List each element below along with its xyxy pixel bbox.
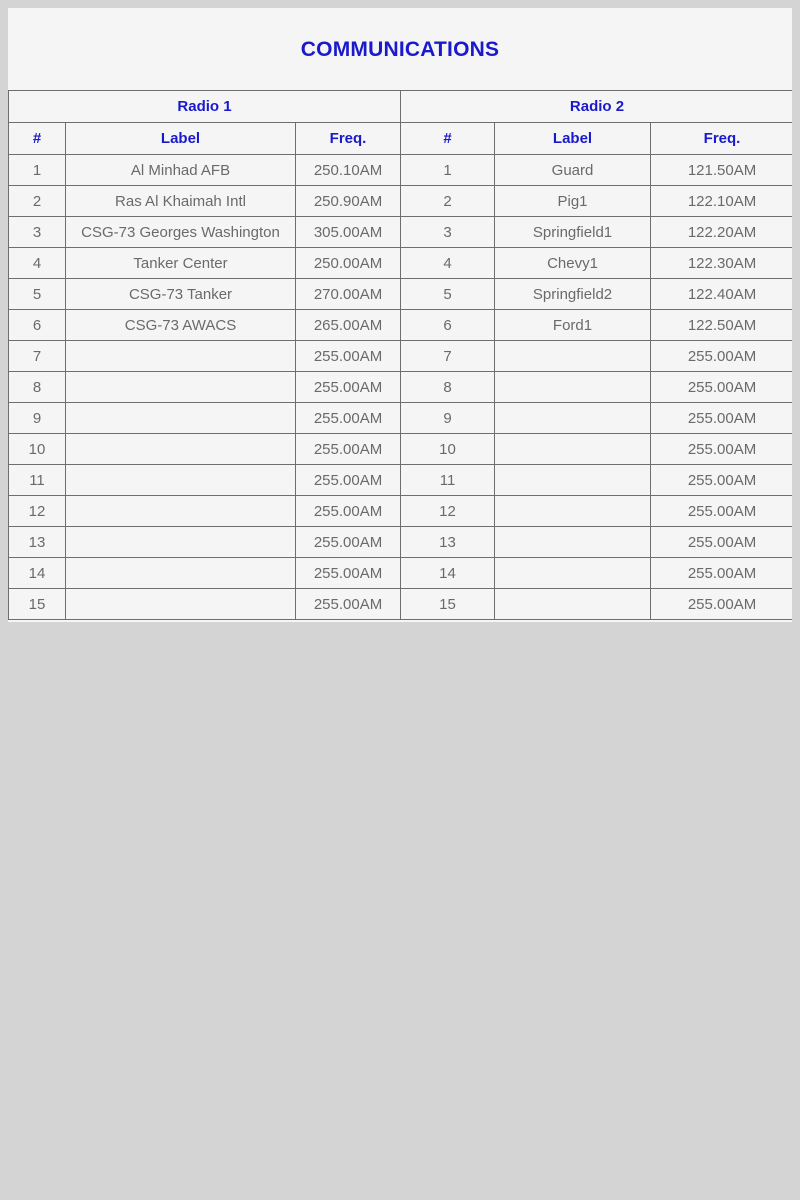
radio2-freq-cell: 255.00AM (651, 403, 792, 434)
table-row (9, 248, 793, 279)
table-row (9, 310, 793, 341)
radio2-freq-cell: 255.00AM (651, 372, 792, 403)
radio2-label-cell: Chevy1 (495, 248, 651, 279)
radio2-col-num: # (401, 123, 495, 155)
radio2-num-cell: 2 (401, 186, 495, 217)
radio1-label-cell: Al Minhad AFB (66, 155, 296, 186)
radio2-freq-cell: 121.50AM (651, 155, 792, 186)
radio2-label-cell: Pig1 (495, 186, 651, 217)
radio1-num-cell: 8 (9, 372, 66, 403)
radio1-label-cell: Tanker Center (66, 248, 296, 279)
radio2-num-cell: 3 (401, 217, 495, 248)
radio2-col-freq: Freq. (651, 123, 792, 155)
table-row (9, 279, 793, 310)
table-row (9, 341, 793, 372)
radio2-label-cell: Ford1 (495, 310, 651, 341)
radio1-label-cell (66, 403, 296, 434)
comms-table-body (9, 155, 793, 620)
radio-heading-row (9, 91, 793, 123)
radio2-label-cell (495, 403, 651, 434)
radio2-label-cell: Guard (495, 155, 651, 186)
radio1-num-cell: 3 (9, 217, 66, 248)
radio2-num-cell: 14 (401, 558, 495, 589)
column-heading-row (9, 123, 793, 155)
radio2-label-cell (495, 589, 651, 620)
comms-table (8, 90, 792, 620)
radio1-label-cell (66, 434, 296, 465)
radio2-label-cell (495, 372, 651, 403)
radio1-num-cell: 12 (9, 496, 66, 527)
radio2-num-cell: 15 (401, 589, 495, 620)
radio2-num-cell: 4 (401, 248, 495, 279)
radio1-label-cell (66, 496, 296, 527)
table-row (9, 155, 793, 186)
radio2-freq-cell: 255.00AM (651, 465, 792, 496)
radio1-label-cell: Ras Al Khaimah Intl (66, 186, 296, 217)
radio1-num-cell: 11 (9, 465, 66, 496)
radio1-label-cell (66, 372, 296, 403)
radio2-label-cell: Springfield2 (495, 279, 651, 310)
radio1-col-freq: Freq. (296, 123, 401, 155)
radio2-num-cell: 8 (401, 372, 495, 403)
radio2-num-cell: 11 (401, 465, 495, 496)
radio2-num-cell: 13 (401, 527, 495, 558)
radio2-label-cell (495, 558, 651, 589)
radio2-col-label: Label (495, 123, 651, 155)
radio1-label-cell (66, 527, 296, 558)
radio1-num-cell: 7 (9, 341, 66, 372)
radio2-freq-cell: 122.40AM (651, 279, 792, 310)
radio1-freq-cell: 255.00AM (296, 403, 401, 434)
radio2-num-cell: 6 (401, 310, 495, 341)
radio1-label-cell (66, 341, 296, 372)
radio1-num-cell: 9 (9, 403, 66, 434)
radio2-freq-cell: 255.00AM (651, 496, 792, 527)
table-row (9, 589, 793, 620)
radio2-freq-cell: 255.00AM (651, 589, 792, 620)
radio1-label-cell: CSG-73 AWACS (66, 310, 296, 341)
radio1-num-cell: 4 (9, 248, 66, 279)
table-row (9, 217, 793, 248)
radio1-label-cell (66, 465, 296, 496)
radio2-freq-cell: 122.50AM (651, 310, 792, 341)
radio2-freq-cell: 122.10AM (651, 186, 792, 217)
table-row (9, 465, 793, 496)
radio1-freq-cell: 270.00AM (296, 279, 401, 310)
radio1-heading: Radio 1 (9, 91, 401, 123)
radio2-freq-cell: 255.00AM (651, 558, 792, 589)
radio1-label-cell: CSG-73 Tanker (66, 279, 296, 310)
radio2-num-cell: 12 (401, 496, 495, 527)
radio2-label-cell (495, 434, 651, 465)
radio1-label-cell (66, 589, 296, 620)
radio2-freq-cell: 122.20AM (651, 217, 792, 248)
radio1-num-cell: 5 (9, 279, 66, 310)
radio1-num-cell: 2 (9, 186, 66, 217)
radio1-num-cell: 13 (9, 527, 66, 558)
radio2-num-cell: 1 (401, 155, 495, 186)
table-row (9, 496, 793, 527)
radio2-freq-cell: 255.00AM (651, 527, 792, 558)
radio2-label-cell (495, 341, 651, 372)
radio2-freq-cell: 255.00AM (651, 434, 792, 465)
radio1-freq-cell: 255.00AM (296, 589, 401, 620)
radio1-num-cell: 15 (9, 589, 66, 620)
radio2-label-cell (495, 496, 651, 527)
radio2-freq-cell: 122.30AM (651, 248, 792, 279)
table-row (9, 186, 793, 217)
radio1-freq-cell: 255.00AM (296, 434, 401, 465)
radio1-col-num: # (9, 123, 66, 155)
table-row (9, 527, 793, 558)
radio1-col-label: Label (66, 123, 296, 155)
communications-sheet (8, 8, 792, 622)
table-row (9, 403, 793, 434)
radio2-num-cell: 7 (401, 341, 495, 372)
radio2-label-cell: Springfield1 (495, 217, 651, 248)
radio2-label-cell (495, 527, 651, 558)
radio1-freq-cell: 265.00AM (296, 310, 401, 341)
radio1-freq-cell: 255.00AM (296, 341, 401, 372)
radio2-num-cell: 5 (401, 279, 495, 310)
table-row (9, 558, 793, 589)
radio1-freq-cell: 255.00AM (296, 372, 401, 403)
radio1-label-cell (66, 558, 296, 589)
page-title: COMMUNICATIONS (300, 38, 500, 61)
table-row (9, 434, 793, 465)
radio1-freq-cell: 255.00AM (296, 558, 401, 589)
radio2-num-cell: 9 (401, 403, 495, 434)
radio2-freq-cell: 255.00AM (651, 341, 792, 372)
radio1-freq-cell: 250.90AM (296, 186, 401, 217)
radio2-label-cell (495, 465, 651, 496)
radio2-num-cell: 10 (401, 434, 495, 465)
table-row (9, 372, 793, 403)
radio1-freq-cell: 305.00AM (296, 217, 401, 248)
radio1-freq-cell: 255.00AM (296, 496, 401, 527)
radio1-num-cell: 1 (9, 155, 66, 186)
radio1-freq-cell: 255.00AM (296, 465, 401, 496)
radio1-freq-cell: 250.00AM (296, 248, 401, 279)
radio1-freq-cell: 250.10AM (296, 155, 401, 186)
radio1-num-cell: 10 (9, 434, 66, 465)
radio1-num-cell: 6 (9, 310, 66, 341)
radio1-label-cell: CSG-73 Georges Washington (66, 217, 296, 248)
radio1-num-cell: 14 (9, 558, 66, 589)
radio2-heading: Radio 2 (401, 91, 792, 123)
radio1-freq-cell: 255.00AM (296, 527, 401, 558)
